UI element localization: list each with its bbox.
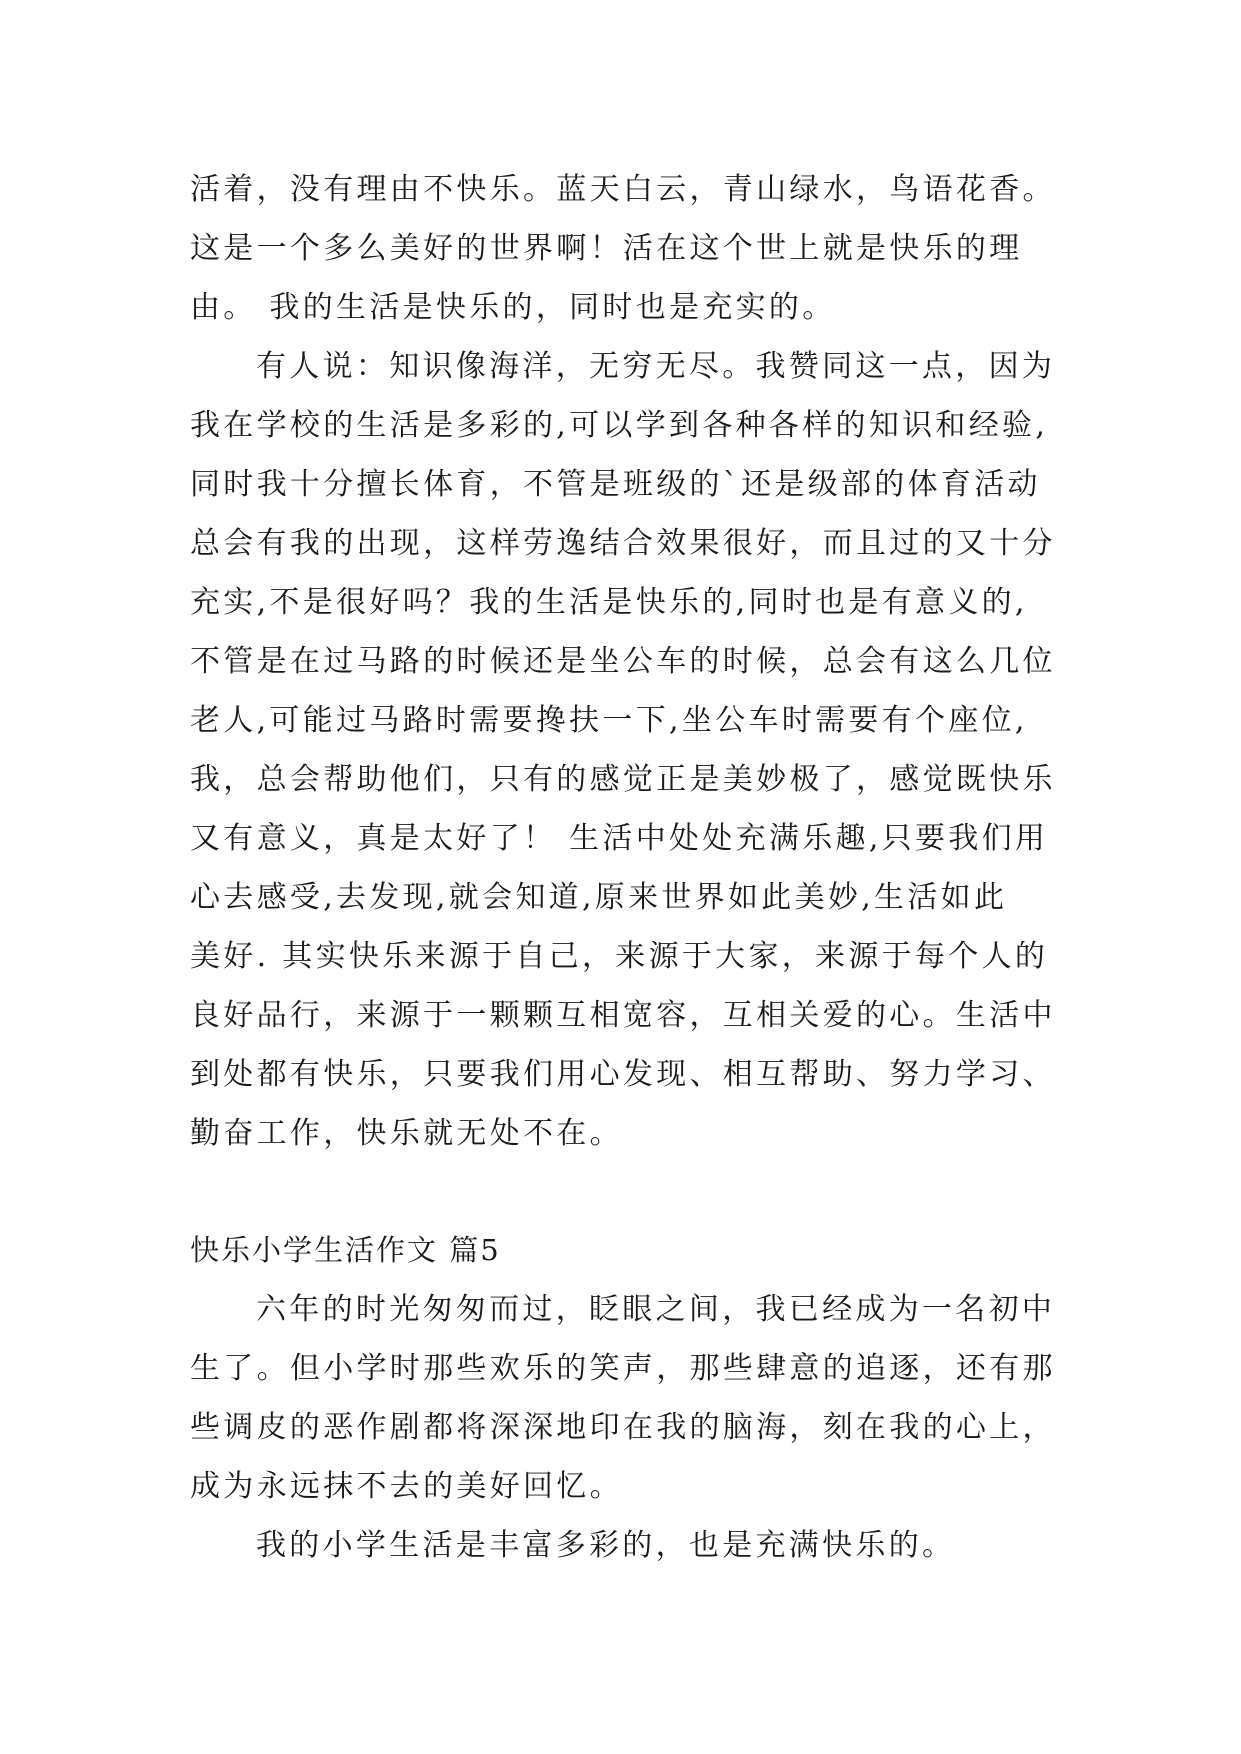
text-line: 又有意义，真是太好了！ 生活中处处充满乐趣,只要我们用 <box>190 821 1049 856</box>
text-line: 我，总会帮助他们，只有的感觉正是美妙极了，感觉既快乐 <box>190 762 1056 797</box>
paragraph-2 <box>190 337 1070 1163</box>
text-line: 心去感受,去发现,就会知道,原来世界如此美妙,生活如此 <box>190 880 1008 915</box>
text-line: 生了。但小学时那些欢乐的笑声，那些肆意的追逐，还有那 <box>190 1351 1056 1386</box>
text-line: 由。 我的生活是快乐的，同时也是充实的。 <box>190 290 836 325</box>
text-line: 勤奋工作，快乐就无处不在。 <box>190 1116 623 1151</box>
text-line: 不管是在过马路的时候还是坐公车的时候，总会有这么几位 <box>190 644 1056 679</box>
section-heading: 快乐小学生活作文 篇5 <box>190 1233 501 1267</box>
text-line: 良好品行，来源于一颗颗互相宽容，互相关爱的心。生活中 <box>190 998 1056 1033</box>
section-gap <box>190 1163 1070 1221</box>
text-line: 我在学校的生活是多彩的,可以学到各种各样的知识和经验, <box>190 408 1049 443</box>
text-line: 美好. 其实快乐来源于自己，来源于大家，来源于每个人的 <box>190 939 1049 974</box>
text-line: 充实,不是很好吗？我的生活是快乐的,同时也是有意义的, <box>190 585 1028 620</box>
text-line: 总会有我的出现，这样劳逸结合效果很好，而且过的又十分 <box>190 526 1056 561</box>
text-line: 老人,可能过马路时需要搀扶一下,坐公车时需要有个座位, <box>190 703 1028 738</box>
paragraph-3 <box>190 1280 1070 1516</box>
text-line: 些调皮的恶作剧都将深深地印在我的脑海，刻在我的心上， <box>190 1410 1056 1445</box>
text-line: 成为永远抹不去的美好回忆。 <box>190 1469 623 1504</box>
text-line: 这是一个多么美好的世界啊！活在这个世上就是快乐的理 <box>190 231 1023 266</box>
paragraph-4 <box>190 1516 1070 1575</box>
document-page <box>190 160 1070 1575</box>
text-line: 活着，没有理由不快乐。蓝天白云，青山绿水，鸟语花香。 <box>190 172 1056 207</box>
text-line: 有人说：知识像海洋，无穷无尽。我赞同这一点，因为 <box>256 349 1056 384</box>
text-line: 到处都有快乐，只要我们用心发现、相互帮助、努力学习、 <box>190 1057 1056 1092</box>
text-line: 六年的时光匆匆而过，眨眼之间，我已经成为一名初中 <box>256 1292 1056 1327</box>
text-line: 我的小学生活是丰富多彩的，也是充满快乐的。 <box>256 1528 956 1563</box>
paragraph-1 <box>190 160 1070 337</box>
text-line: 同时我十分擅长体育，不管是班级的`还是级部的体育活动 <box>190 467 1041 502</box>
